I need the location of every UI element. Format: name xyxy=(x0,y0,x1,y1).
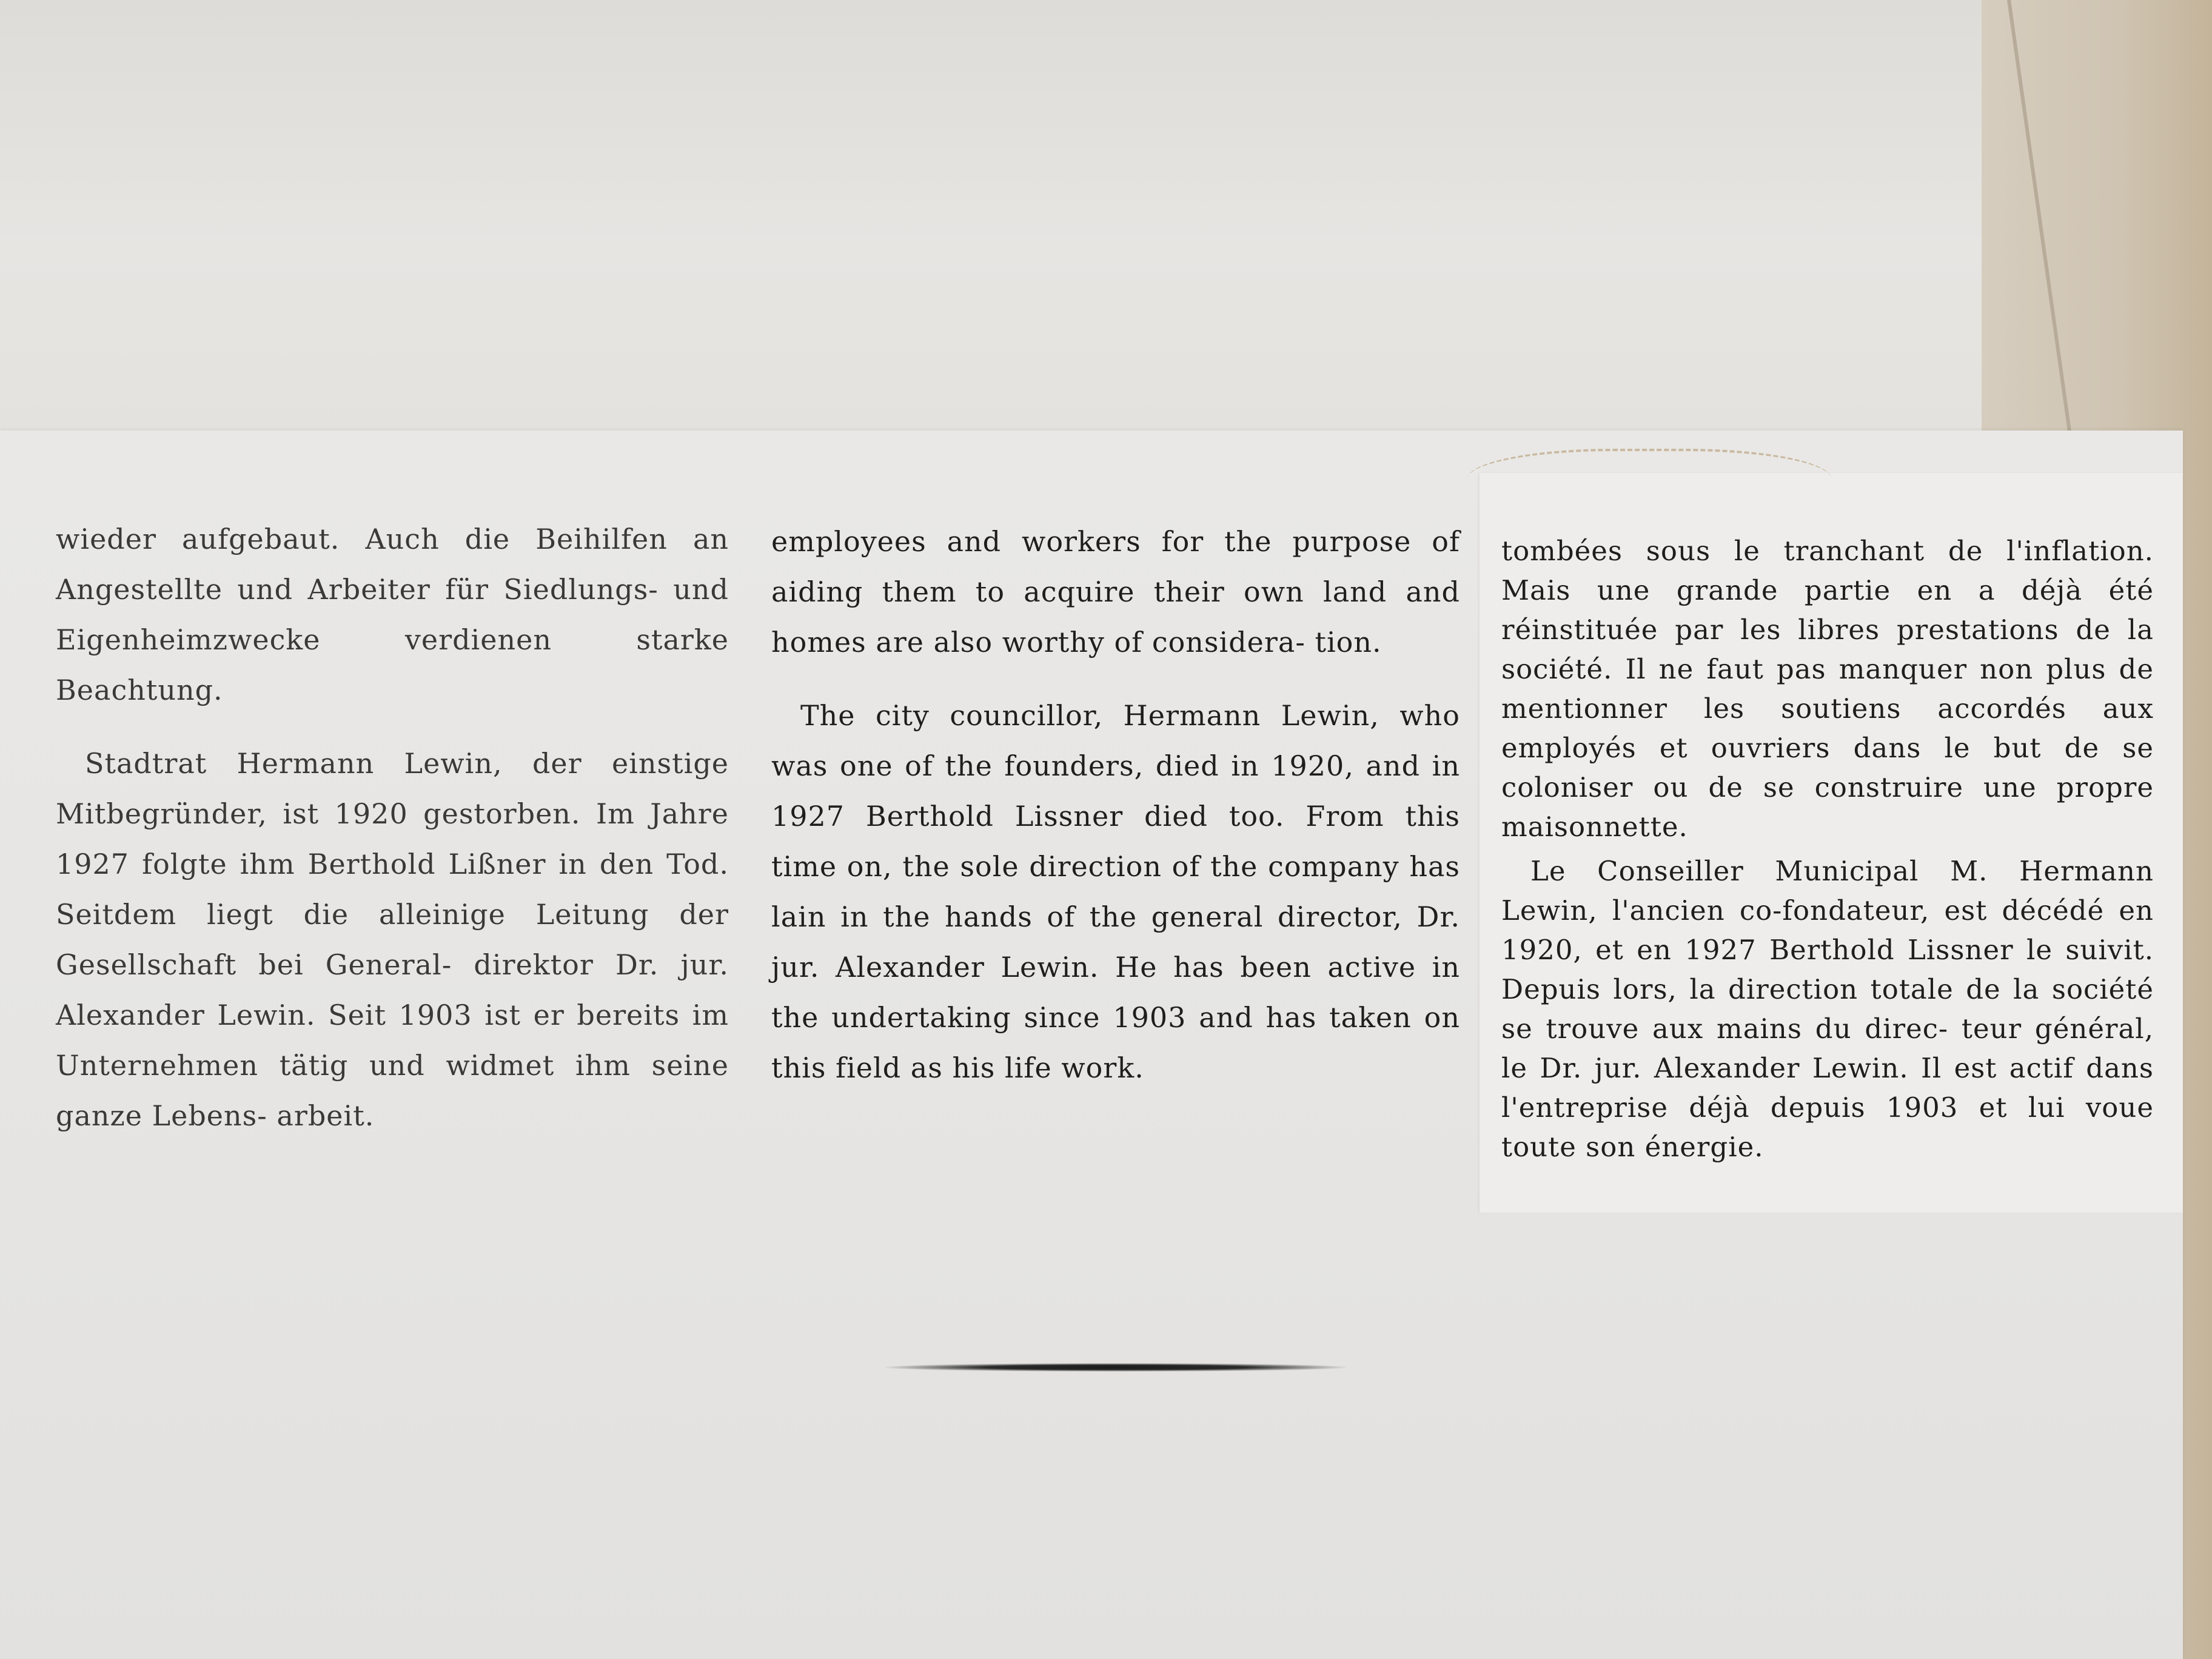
blank-upper-sheet xyxy=(0,0,2086,449)
english-column xyxy=(771,517,1460,1093)
english-paragraph-2: The city councillor, Hermann Lewin, who was one of the founders, died in 1920, and in 1927 Berthold Lissner died too. From this time on, the sole direction of the company has lain in the hands of the general director, Dr. jur. Alexander Lewin. He has been active in the undertaking since 1903 and has taken on this field as his life work. xyxy=(771,699,1460,1084)
french-column xyxy=(1501,531,2154,1167)
torn-edge xyxy=(1467,449,1831,524)
german-column xyxy=(56,514,729,1141)
decorative-rule xyxy=(885,1363,1346,1372)
german-paragraph-1: wieder aufgebaut. Auch die Beihilfen an Angestellte und Arbeiter für Siedlungs- und Eigenheimzwecke verdienen starke Beachtung. xyxy=(56,523,729,706)
english-paragraph-1: employees and workers for the purpose of aiding them to acquire their own land and homes are also worthy of considera- tion. xyxy=(771,525,1460,659)
french-paragraph-1: tombées sous le tranchant de l'inflation. Mais une grande partie en a déjà été réinstituée par les libres prestations de la société. Il ne faut pas manquer non plus de mentionner les soutiens accordés aux employés et ouvriers dans le but de se coloniser ou de se construire une propre maisonnette. xyxy=(1501,535,2154,843)
german-paragraph-2: Stadtrat Hermann Lewin, der einstige Mitbegründer, ist 1920 gestorben. Im Jahre 1927 folgte ihm Berthold Lißner in den Tod. Seitdem liegt die alleinige Leitung der Gesellschaft bei General- direktor Dr. jur. Alexander Lewin. Seit 1903 ist er bereits im Unternehmen tätig und widmet ihm seine ganze Lebens- arbeit. xyxy=(56,747,729,1132)
french-paragraph-2: Le Conseiller Municipal M. Hermann Lewin, l'ancien co-fondateur, est décédé en 1920, et en 1927 Berthold Lissner le suivit. Depuis lors, la direction totale de la société se trouve aux mains du direc- teur général, le Dr. jur. Alexander Lewin. Il est actif dans l'entreprise déjà depuis 1903 et lui voue toute son énergie. xyxy=(1501,855,2154,1163)
